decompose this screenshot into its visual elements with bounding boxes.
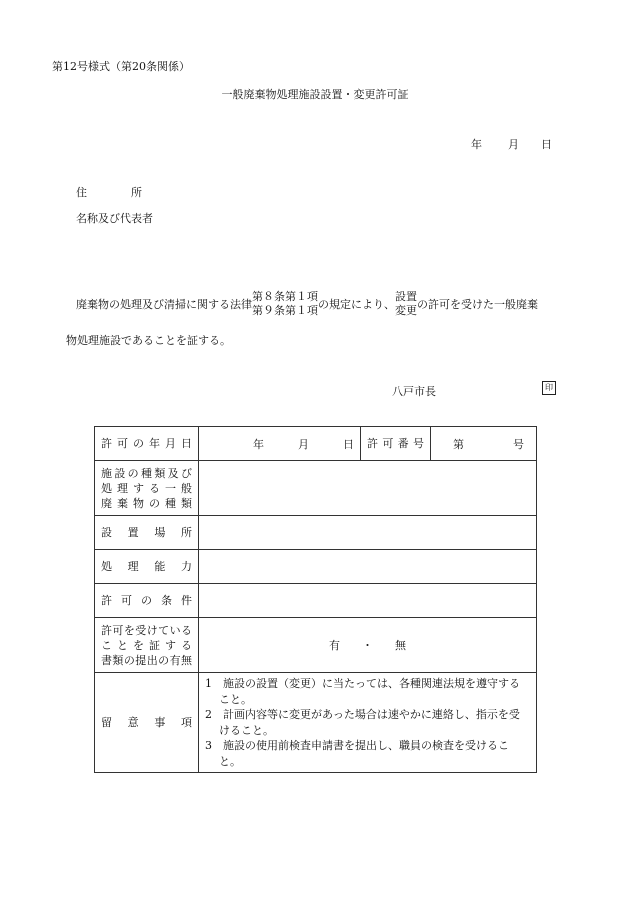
- body-part2: の規定により、: [318, 298, 395, 311]
- row-permit-date: [95, 427, 537, 461]
- permit-date-day: 日: [343, 437, 354, 451]
- notes-label: 留 意 事 項: [95, 673, 199, 773]
- permit-date-label: 許可の年月日: [95, 427, 199, 461]
- facility-type-label-1: 施設の種類及び: [101, 466, 192, 480]
- permit-table: [94, 426, 537, 773]
- capacity-value: [199, 550, 537, 584]
- conditions-value: [199, 584, 537, 618]
- documents-label-1: 許可を受けている: [101, 623, 192, 637]
- location-label: 設置場所: [95, 516, 199, 550]
- certificate-body-line1: [76, 290, 538, 318]
- permit-number-value: [431, 427, 537, 461]
- form-number: 第12号様式（第20条関係）: [52, 60, 190, 73]
- documents-label-2: ことを証する: [101, 638, 192, 652]
- documents-label-3: 書類の提出の有無: [101, 653, 192, 667]
- issue-date-year: 年: [471, 138, 482, 151]
- name-label: 名称及び代表者: [76, 212, 153, 225]
- facility-type-label-3: 廃棄物の種類: [101, 496, 192, 510]
- body-part1: 廃棄物の処理及び清掃に関する法律: [76, 298, 252, 311]
- facility-type-label: [95, 461, 199, 516]
- clause-article-9: 第９条第１項: [252, 304, 318, 317]
- issuer-title: 八戸市長: [392, 385, 436, 398]
- issue-date-month: 月: [508, 138, 519, 151]
- certificate-body-line2: 物処理施設であることを証する。: [66, 334, 231, 347]
- seal-mark: 印: [542, 381, 556, 395]
- row-documents: [95, 618, 537, 673]
- row-facility-type: [95, 461, 537, 516]
- documents-label: [95, 618, 199, 673]
- facility-type-label-2: 処理する一般: [101, 481, 192, 495]
- row-notes: [95, 673, 537, 773]
- permit-date-month: 月: [298, 437, 309, 451]
- clause-article-8: 第８条第１項: [252, 290, 318, 303]
- option-stack: [395, 290, 417, 318]
- capacity-label: 処理能力: [95, 550, 199, 584]
- body-part3: の許可を受けた一般廃棄: [417, 298, 538, 311]
- documents-value: 有 ・ 無: [199, 618, 537, 673]
- issue-date-day: 日: [541, 138, 552, 151]
- option-install: 設置: [395, 290, 417, 303]
- conditions-label: 許可の条件: [95, 584, 199, 618]
- law-clause-stack: [252, 290, 318, 318]
- notes-value: [199, 673, 537, 773]
- permit-number-suffix: 号: [513, 437, 524, 451]
- permit-date-value: [199, 427, 361, 461]
- note-item: 1 施設の設置（変更）に当たっては、各種関連法規を遵守すること。: [205, 677, 520, 706]
- location-value: [199, 516, 537, 550]
- row-conditions: [95, 584, 537, 618]
- page-title: 一般廃棄物処理施設設置・変更許可証: [221, 88, 409, 101]
- option-change: 変更: [395, 304, 417, 317]
- permit-number-label: 許可番号: [361, 427, 431, 461]
- facility-type-value: [199, 461, 537, 516]
- note-item: 2 計画内容等に変更があった場合は速やかに連絡し、指示を受けること。: [205, 708, 520, 737]
- row-capacity: [95, 550, 537, 584]
- permit-number-prefix: 第: [453, 437, 464, 451]
- note-item: 3 施設の使用前検査申請書を提出し、職員の検査を受けること。: [205, 739, 509, 768]
- row-location: [95, 516, 537, 550]
- address-label: 住 所: [76, 186, 142, 199]
- permit-date-year: 年: [253, 437, 264, 451]
